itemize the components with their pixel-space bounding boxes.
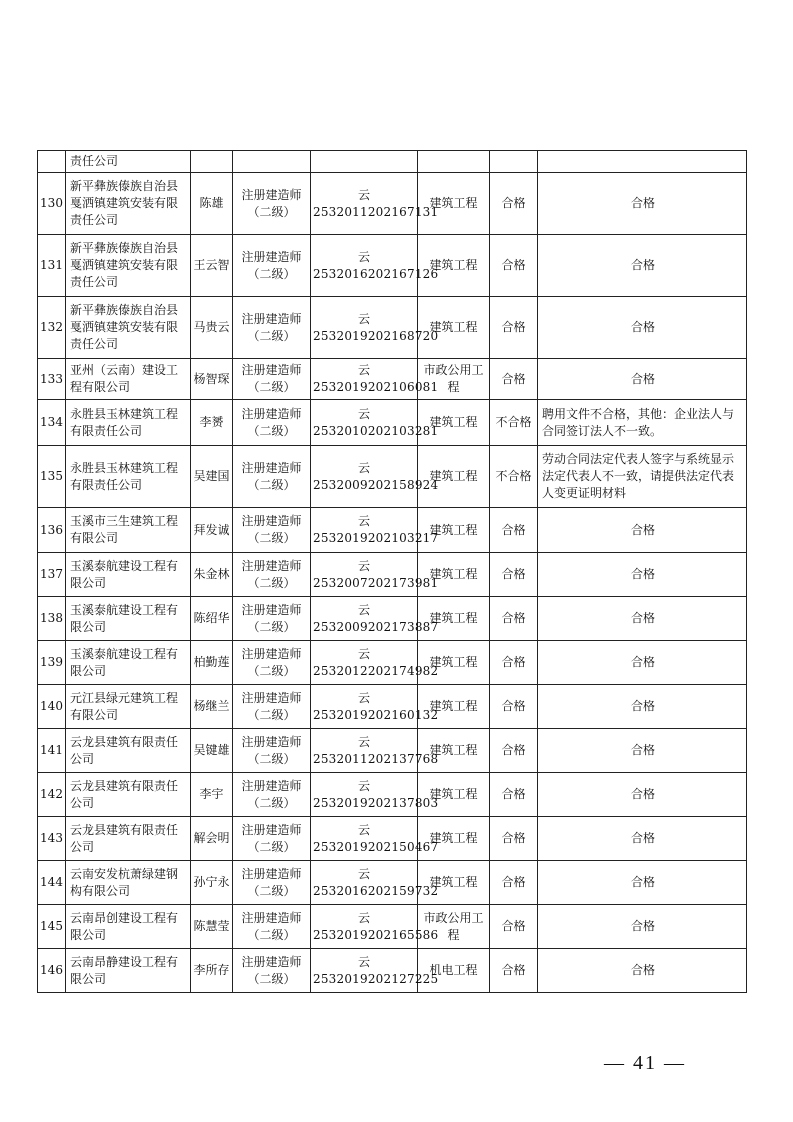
certificate-type: 注册建造师（二级） — [233, 508, 311, 553]
certificate-type: 注册建造师（二级） — [233, 773, 311, 817]
certificate-type: 注册建造师（二级） — [233, 359, 311, 400]
certificate-number-cell — [311, 949, 439, 993]
major: 市政公用工程 — [418, 359, 490, 400]
row-number: 142 — [38, 773, 66, 817]
review-note: 合格 — [538, 861, 747, 905]
review-note: 合格 — [538, 729, 747, 773]
certificate-type: 注册建造师（二级） — [233, 400, 311, 446]
certificate-number: 2532019202168720 — [313, 328, 439, 343]
major: 建筑工程 — [418, 173, 490, 235]
certificate-number-cell — [311, 817, 439, 861]
certificate-prefix: 云 — [357, 910, 370, 925]
certificate-prefix: 云 — [357, 734, 370, 749]
certificate-number-cell — [311, 685, 439, 729]
company-name: 永胜县玉林建筑工程有限责任公司 — [66, 446, 191, 508]
person-name: 杨继兰 — [191, 685, 233, 729]
certificate-number: 2532019202150467 — [313, 839, 439, 854]
certificate-type: 注册建造师（二级） — [233, 685, 311, 729]
certificate-type: 注册建造师（二级） — [233, 729, 311, 773]
review-note — [538, 151, 747, 173]
table-row — [38, 817, 747, 861]
certificate-number: 2532019202165586 — [313, 927, 439, 942]
certificate-number-cell — [311, 151, 418, 173]
person-name: 吴键雄 — [191, 729, 233, 773]
major: 建筑工程 — [418, 685, 490, 729]
review-result: 合格 — [490, 597, 538, 641]
company-name: 玉溪泰航建设工程有限公司 — [66, 597, 191, 641]
review-note: 合格 — [538, 359, 747, 400]
certificate-type: 注册建造师（二级） — [233, 641, 311, 685]
certificate-number: 2532010202103281 — [313, 423, 439, 438]
person-name: 马贵云 — [191, 297, 233, 359]
company-name: 新平彝族傣族自治县戛洒镇建筑安装有限责任公司 — [66, 297, 191, 359]
row-number: 145 — [38, 905, 66, 949]
review-note: 合格 — [538, 641, 747, 685]
review-note: 合格 — [538, 553, 747, 597]
certificate-type: 注册建造师（二级） — [233, 553, 311, 597]
review-result: 不合格 — [490, 446, 538, 508]
certificate-number-cell — [311, 446, 439, 508]
certificate-prefix: 云 — [357, 460, 370, 475]
certificate-prefix: 云 — [357, 602, 370, 617]
major: 建筑工程 — [418, 861, 490, 905]
review-note: 合格 — [538, 173, 747, 235]
row-number: 132 — [38, 297, 66, 359]
company-name: 永胜县玉林建筑工程有限责任公司 — [66, 400, 191, 446]
review-result: 合格 — [490, 359, 538, 400]
certificate-number: 2532019202137803 — [313, 795, 439, 810]
person-name: 李所存 — [191, 949, 233, 993]
certificate-number: 2532019202103217 — [313, 531, 439, 545]
company-name: 云南安发杭萧绿建钢构有限公司 — [66, 861, 191, 905]
company-name: 云龙县建筑有限责任公司 — [66, 729, 191, 773]
major: 建筑工程 — [418, 773, 490, 817]
certificate-number: 2532011202137768 — [313, 751, 439, 766]
person-name: 柏勤莲 — [191, 641, 233, 685]
table-row — [38, 297, 747, 359]
person-name: 李赟 — [191, 400, 233, 446]
certificate-number-cell — [311, 235, 439, 297]
certificate-number-cell — [311, 773, 439, 817]
certificate-prefix: 云 — [357, 866, 370, 881]
certificate-type: 注册建造师（二级） — [233, 297, 311, 359]
major: 建筑工程 — [418, 641, 490, 685]
certificate-number: 2532011202167131 — [313, 204, 439, 219]
major: 机电工程 — [418, 949, 490, 993]
row-number: 134 — [38, 400, 66, 446]
certificate-number: 2532016202159732 — [313, 883, 439, 898]
review-result: 合格 — [490, 817, 538, 861]
major: 建筑工程 — [418, 508, 490, 553]
certificate-prefix: 云 — [357, 822, 370, 837]
review-note: 合格 — [538, 949, 747, 993]
major — [418, 151, 490, 173]
table-row — [38, 905, 747, 949]
review-note: 合格 — [538, 597, 747, 641]
certificate-prefix: 云 — [357, 363, 370, 377]
review-result: 合格 — [490, 773, 538, 817]
table-row — [38, 685, 747, 729]
certificate-prefix: 云 — [357, 646, 370, 661]
table-row — [38, 235, 747, 297]
certificate-type: 注册建造师（二级） — [233, 817, 311, 861]
review-result: 不合格 — [490, 400, 538, 446]
certificate-prefix: 云 — [357, 514, 370, 528]
person-name: 王云智 — [191, 235, 233, 297]
row-number: 146 — [38, 949, 66, 993]
certificate-prefix: 云 — [357, 187, 370, 202]
table-row — [38, 861, 747, 905]
table-row — [38, 400, 747, 446]
certificate-number-cell — [311, 359, 439, 400]
certificate-type: 注册建造师（二级） — [233, 949, 311, 993]
person-name: 陈绍华 — [191, 597, 233, 641]
certificate-prefix: 云 — [357, 249, 370, 264]
company-name: 玉溪泰航建设工程有限公司 — [66, 553, 191, 597]
review-note: 劳动合同法定代表人签字与系统显示法定代表人不一致，请提供法定代表人变更证明材料 — [538, 446, 747, 508]
table-row — [38, 553, 747, 597]
certificate-number-cell — [311, 729, 439, 773]
review-result: 合格 — [490, 173, 538, 235]
certificate-number-cell — [311, 400, 439, 446]
table-row — [38, 641, 747, 685]
review-note: 合格 — [538, 905, 747, 949]
person-name: 解会明 — [191, 817, 233, 861]
company-name: 云南昂创建设工程有限公司 — [66, 905, 191, 949]
review-result: 合格 — [490, 949, 538, 993]
major: 建筑工程 — [418, 400, 490, 446]
company-name: 云南昂静建设工程有限公司 — [66, 949, 191, 993]
major: 建筑工程 — [418, 235, 490, 297]
row-number: 136 — [38, 508, 66, 553]
person-name: 朱金林 — [191, 553, 233, 597]
certificate-type: 注册建造师（二级） — [233, 446, 311, 508]
certificate-prefix: 云 — [357, 311, 370, 326]
row-number: 141 — [38, 729, 66, 773]
row-number: 144 — [38, 861, 66, 905]
table-body — [38, 151, 747, 993]
row-number: 135 — [38, 446, 66, 508]
table-row — [38, 597, 747, 641]
certificate-type: 注册建造师（二级） — [233, 597, 311, 641]
certificate-prefix: 云 — [357, 406, 370, 421]
person-name: 陈雄 — [191, 173, 233, 235]
certificate-number-cell — [311, 861, 439, 905]
person-name: 李宇 — [191, 773, 233, 817]
table-row — [38, 359, 747, 400]
person-name: 吴建国 — [191, 446, 233, 508]
review-result: 合格 — [490, 297, 538, 359]
certificate-prefix: 云 — [357, 778, 370, 793]
review-note: 合格 — [538, 235, 747, 297]
person-name: 拜发诚 — [191, 508, 233, 553]
certificate-prefix: 云 — [357, 558, 370, 573]
certificate-number: 2532009202173887 — [313, 619, 439, 634]
review-result: 合格 — [490, 905, 538, 949]
certificate-number: 2532019202127225 — [313, 971, 439, 986]
row-number: 140 — [38, 685, 66, 729]
company-name: 新平彝族傣族自治县戛洒镇建筑安装有限责任公司 — [66, 235, 191, 297]
row-number: 137 — [38, 553, 66, 597]
major: 建筑工程 — [418, 729, 490, 773]
certificate-number-cell — [311, 173, 439, 235]
table-row — [38, 173, 747, 235]
review-result: 合格 — [490, 235, 538, 297]
registration-review-table — [37, 150, 747, 993]
company-name: 元江县绿元建筑工程有限公司 — [66, 685, 191, 729]
certificate-number: 2532012202174982 — [313, 663, 439, 678]
certificate-number: 2532016202167126 — [313, 266, 439, 281]
row-number — [38, 151, 66, 173]
company-name: 玉溪市三生建筑工程有限公司 — [66, 508, 191, 553]
table-row — [38, 446, 747, 508]
certificate-prefix: 云 — [357, 954, 370, 969]
person-name: 孙宁永 — [191, 861, 233, 905]
review-result: 合格 — [490, 641, 538, 685]
company-name: 玉溪泰航建设工程有限公司 — [66, 641, 191, 685]
table-row — [38, 508, 747, 553]
major: 建筑工程 — [418, 597, 490, 641]
company-name: 云龙县建筑有限责任公司 — [66, 817, 191, 861]
certificate-number: 2532019202160132 — [313, 707, 439, 722]
certificate-prefix: 云 — [357, 690, 370, 705]
certificate-number: 2532007202173981 — [313, 575, 439, 590]
company-name: 亚州（云南）建设工程有限公司 — [66, 359, 191, 400]
certificate-number-cell — [311, 905, 439, 949]
review-note: 合格 — [538, 297, 747, 359]
review-result: 合格 — [490, 508, 538, 553]
review-note: 聘用文件不合格，其他：企业法人与合同签订法人不一致。 — [538, 400, 747, 446]
review-result: 合格 — [490, 729, 538, 773]
review-note: 合格 — [538, 508, 747, 553]
review-result: 合格 — [490, 553, 538, 597]
certificate-number-cell — [311, 597, 439, 641]
table-row — [38, 949, 747, 993]
certificate-type: 注册建造师（二级） — [233, 905, 311, 949]
major: 市政公用工程 — [418, 905, 490, 949]
review-note: 合格 — [538, 773, 747, 817]
table-row — [38, 151, 747, 173]
page-number: — 41 — — [604, 1052, 686, 1074]
review-note: 合格 — [538, 685, 747, 729]
certificate-number-cell — [311, 641, 439, 685]
certificate-number-cell — [311, 297, 439, 359]
major: 建筑工程 — [418, 817, 490, 861]
company-name: 云龙县建筑有限责任公司 — [66, 773, 191, 817]
company-name: 新平彝族傣族自治县戛洒镇建筑安装有限责任公司 — [66, 173, 191, 235]
row-number: 131 — [38, 235, 66, 297]
certificate-number: 2532019202106081 — [313, 380, 439, 394]
certificate-number-cell — [311, 553, 439, 597]
row-number: 139 — [38, 641, 66, 685]
review-note: 合格 — [538, 817, 747, 861]
major: 建筑工程 — [418, 297, 490, 359]
row-number: 138 — [38, 597, 66, 641]
table-row — [38, 773, 747, 817]
person-name: 杨智琛 — [191, 359, 233, 400]
certificate-number-cell — [311, 508, 439, 553]
person-name — [191, 151, 233, 173]
person-name: 陈慧莹 — [191, 905, 233, 949]
certificate-type — [233, 151, 311, 173]
certificate-number: 2532009202158924 — [313, 477, 439, 492]
certificate-type: 注册建造师（二级） — [233, 235, 311, 297]
table-row — [38, 729, 747, 773]
major: 建筑工程 — [418, 553, 490, 597]
company-name: 责任公司 — [66, 151, 191, 173]
review-result — [490, 151, 538, 173]
row-number: 143 — [38, 817, 66, 861]
certificate-type: 注册建造师（二级） — [233, 173, 311, 235]
major: 建筑工程 — [418, 446, 490, 508]
review-result: 合格 — [490, 685, 538, 729]
certificate-type: 注册建造师（二级） — [233, 861, 311, 905]
row-number: 130 — [38, 173, 66, 235]
row-number: 133 — [38, 359, 66, 400]
review-result: 合格 — [490, 861, 538, 905]
